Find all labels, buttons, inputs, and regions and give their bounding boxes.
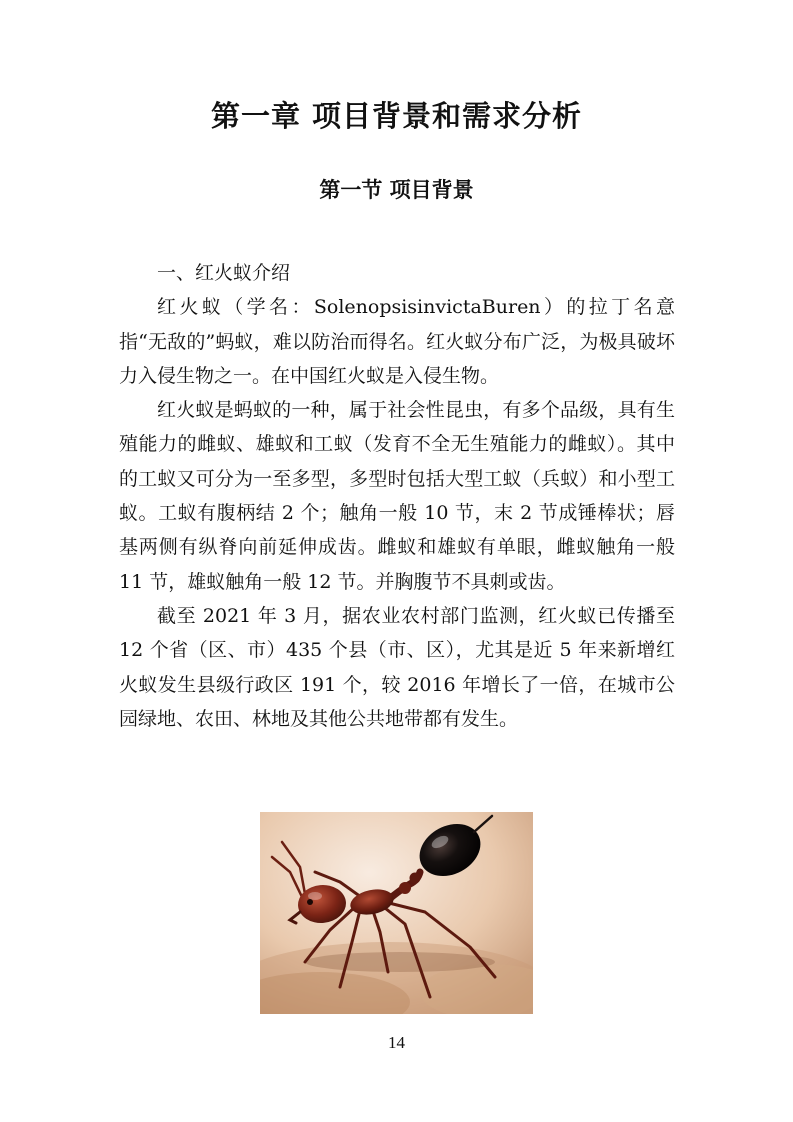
paragraph-fire-ant-name: 红火蚁（学名：SolenopsisinvictaBuren）的拉丁名意指“无敌的”蚂蚁，难以防治而得名。红火蚁分布广泛，为极具破坏力入侵生物之一。在中国红火蚁是入侵生物。 (119, 296, 675, 387)
paragraph-fire-ant-spread: 截至 2021 年 3 月，据农业农村部门监测，红火蚁已传播至 12 个省（区、市）435 个县（市、区），尤其是近 5 年来新增红火蚁发生县级行政区 191 个，较 2016 年增长了一倍，在城市公园绿地、农田、林地及其他公共地带都有发生。 (119, 604, 675, 730)
page-number: 14 (388, 1033, 405, 1052)
section-title: 第一节 项目背景 (319, 178, 474, 202)
fire-ant-photo (260, 812, 533, 1014)
subheading-fire-ant-intro: 一、红火蚁介绍 (157, 262, 291, 284)
paragraph-fire-ant-biology: 红火蚁是蚂蚁的一种，属于社会性昆虫，有多个品级，具有生殖能力的雌蚁、雄蚁和工蚁（发育不全无生殖能力的雌蚁）。其中的工蚁又可分为一至多型，多型时包括大型工蚁（兵蚁）和小型工蚁。工蚁有腹柄结 2 个；触角一般 10 节，末 2 节成锤棒状；唇基两侧有纵脊向前延伸成齿。雌蚁和雄蚁有单眼，雌蚁触角一般 11 节，雄蚁触角一般 12 节。并胸腹节不具刺或齿。 (119, 399, 675, 593)
body-text (119, 256, 675, 736)
chapter-title: 第一章 项目背景和需求分析 (210, 99, 583, 133)
